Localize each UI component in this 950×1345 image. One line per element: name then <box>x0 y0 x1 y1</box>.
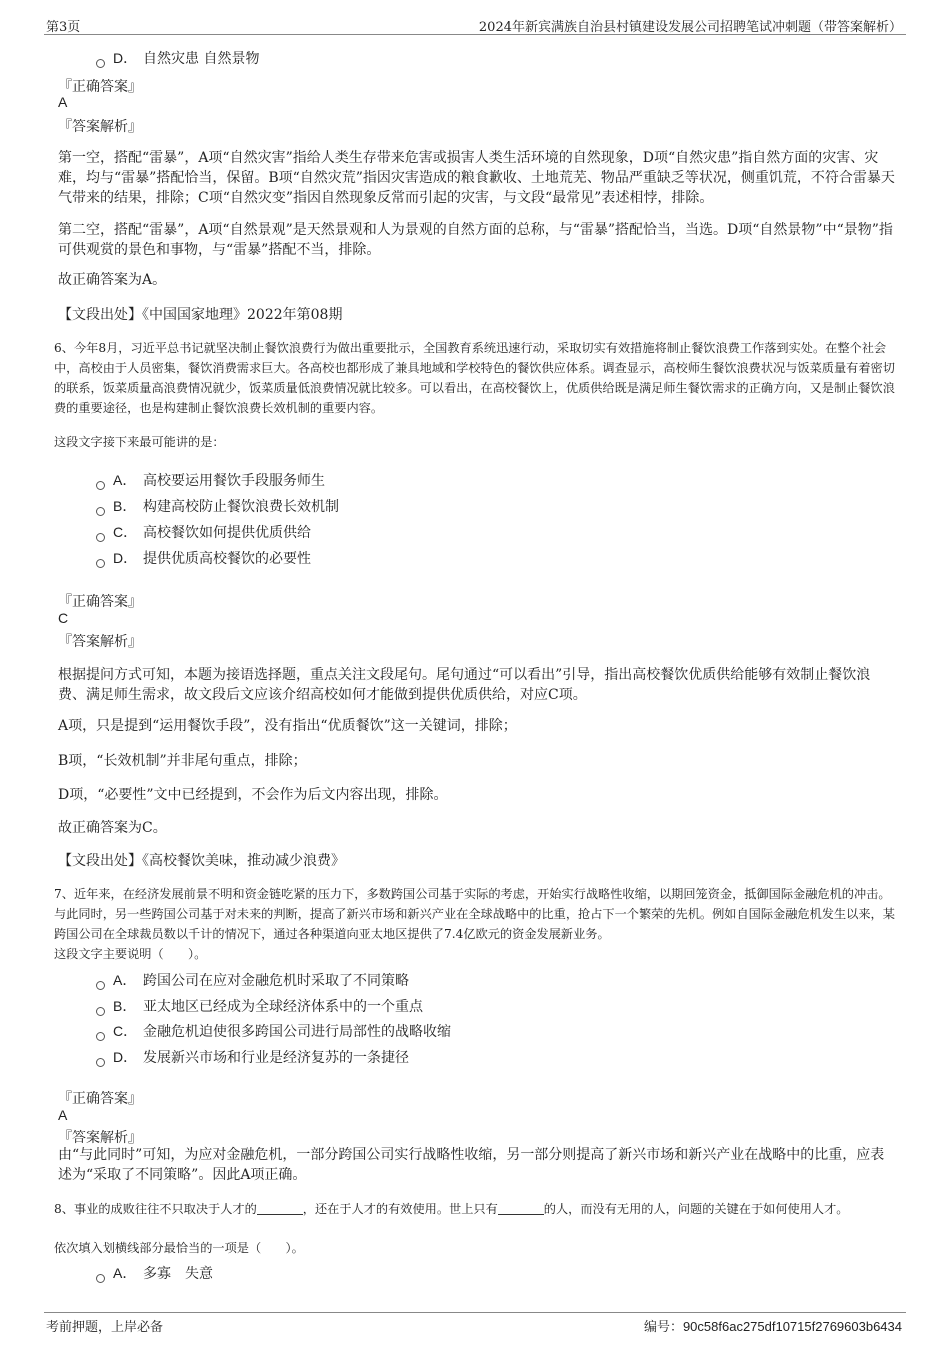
footer-slogan: 考前押题，上岸必备 <box>46 1320 164 1335</box>
fill-blank-1 <box>257 1202 303 1215</box>
q5-analysis-para-2: 第二空，搭配“雷暴”，A项“自然景观”是天然景观和人为景观的自然方面的总称，与“雷暴”搭配恰当，当选。D项“自然景物”中“景物”指可供观赏的景色和事物，与“雷暴”搭配不当，排除。 <box>58 222 893 258</box>
q7-stem: 7、近年来，在经济发展前景不明和资金链吃紧的压力下，多数跨国公司基于实际的考虑，开始实行战略性收缩，以期回笼资金，抵御国际金融危机的冲击。与此同时，另一些跨国公司基于对未来的判断，提高了新兴市场和新兴产业在全球战略中的比重，抢占下一个繁荣的先机。例如自国际金融危机发生以来，某跨国公司在全球裁员数以千计的情况下，通过各种渠道向亚太地区提供了7.4亿欧元的资金发展新业务。 <box>54 887 895 941</box>
q5-analysis-para-1: 第一空，搭配“雷暴”，A项“自然灾害”指给人类生存带来危害或损害人类生活环境的自然现象，D项“自然灾患”指自然方面的灾害、灾难，均与“雷暴”搭配恰当，保留。B项“自然灾荒”指因灾害造成的粮食歉收、土地荒芜、物品严重缺乏等状况，侧重饥荒，不符合雷暴天气带来的结果，排除；C项“自然灾变”指因自然现象反常而引起的灾害，与文段“最常见”表述相悖，排除。 <box>58 150 895 206</box>
q7-answer: A <box>58 1107 68 1123</box>
q7-option-d[interactable]: D． 发展新兴市场和行业是经济复苏的一条捷径 <box>96 1047 409 1067</box>
q7-analysis-label: 『答案解析』 <box>58 1130 142 1146</box>
page-footer <box>44 1312 906 1335</box>
q7-option-a[interactable]: A． 跨国公司在应对金融危机时采取了不同策略 <box>96 970 409 990</box>
fill-blank-2 <box>498 1202 544 1215</box>
q5-source: 【文段出处】《中国国家地理》2022年第08期 <box>58 307 343 323</box>
q7-option-b[interactable]: B． 亚太地区已经成为全球经济体系中的一个重点 <box>96 996 423 1016</box>
q6-question: 这段文字接下来最可能讲的是： <box>54 435 225 449</box>
q6-option-d[interactable]: D． 提供优质高校餐饮的必要性 <box>96 548 311 568</box>
q8-stem: 8、事业的成败往往不只取决于人才的 ，还在于人才的有效使用。世上只有 的人，而没有无用的人，问题的关键在于如何使用人才。 <box>54 1202 849 1216</box>
radio-icon[interactable] <box>96 507 105 516</box>
q6-analysis-label: 『答案解析』 <box>58 634 142 650</box>
q6-analysis-b: B项，“长效机制”并非尾句重点，排除； <box>58 753 307 769</box>
radio-icon[interactable] <box>96 59 105 68</box>
radio-icon[interactable] <box>96 533 105 542</box>
document-code: 编号：90c58f6ac275df10715f2769603b6434 <box>643 1319 902 1335</box>
q6-analysis-a: A项，只是提到“运用餐饮手段”，没有指出“优质餐饮”这一关键词，排除； <box>58 718 517 734</box>
q5-analysis-conclusion: 故正确答案为A。 <box>58 272 167 288</box>
page-number: 第3页 <box>46 20 81 35</box>
q6-answer-label: 『正确答案』 <box>58 594 142 610</box>
radio-icon[interactable] <box>96 1274 105 1283</box>
q5-analysis-label: 『答案解析』 <box>58 119 142 135</box>
q7-analysis: 由“与此同时”可知，为应对金融危机，一部分跨国公司实行战略性收缩，另一部分则提高了新兴市场和新兴产业在战略中的比重，应表述为“采取了不同策略”。因此A项正确。 <box>58 1147 885 1183</box>
q6-analysis-para-1: 根据提问方式可知，本题为接语选择题，重点关注文段尾句。尾句通过“可以看出”引导，指出高校餐饮优质供给能够有效制止餐饮浪费、满足师生需求，故文段后文应该介绍高校如何才能做到提供优质供给，对应C项。 <box>58 667 871 703</box>
q6-stem: 6、今年8月，习近平总书记就坚决制止餐饮浪费行为做出重要批示，全国教育系统迅速行动，采取切实有效措施将制止餐饮浪费工作落到实处。在整个社会中，高校由于人员密集，餐饮消费需求巨大。各高校也都形成了兼具地域和学校特色的餐饮供应体系。调查显示，高校师生餐饮浪费状况与饭菜质量有着密切的联系，饭菜质量高浪费情况就少，饭菜质量低浪费情况就比较多。可以看出，在高校餐饮上，优质供给既是满足师生餐饮需求的正确方向，又是制止餐饮浪费的重要途径，也是构建制止餐饮浪费长效机制的重要内容。 <box>54 341 895 415</box>
q5-answer-label: 『正确答案』 <box>58 79 142 95</box>
q7-question: 这段文字主要说明（ ）。 <box>54 947 207 961</box>
q8-option-a[interactable]: A． 多寡 失意 <box>96 1263 213 1283</box>
q7-answer-label: 『正确答案』 <box>58 1091 142 1107</box>
q6-option-c[interactable]: C． 高校餐饮如何提供优质供给 <box>96 522 311 542</box>
q6-analysis-conclusion: 故正确答案为C。 <box>58 820 167 836</box>
radio-icon[interactable] <box>96 1058 105 1067</box>
q8-question: 依次填入划横线部分最恰当的一项是（ ）。 <box>54 1241 304 1255</box>
q7-option-c[interactable]: C． 金融危机迫使很多跨国公司进行局部性的战略收缩 <box>96 1021 451 1041</box>
q6-answer: C <box>58 610 69 626</box>
radio-icon[interactable] <box>96 559 105 568</box>
q6-source: 【文段出处】《高校餐饮美味，推动减少浪费》 <box>58 853 345 869</box>
q6-option-b[interactable]: B． 构建高校防止餐饮浪费长效机制 <box>96 496 339 516</box>
radio-icon[interactable] <box>96 981 105 990</box>
q6-analysis-d: D项，“必要性”文中已经提到，不会作为后文内容出现，排除。 <box>58 787 448 803</box>
radio-icon[interactable] <box>96 1007 105 1016</box>
radio-icon[interactable] <box>96 481 105 490</box>
radio-icon[interactable] <box>96 1032 105 1041</box>
q5-option-d[interactable]: D． 自然灾患 自然景物 <box>96 48 259 68</box>
page-header <box>44 14 906 35</box>
q5-answer: A <box>58 94 68 110</box>
q6-option-a[interactable]: A． 高校要运用餐饮手段服务师生 <box>96 470 325 490</box>
document-title: 2024年新宾满族自治县村镇建设发展公司招聘笔试冲刺题（带答案解析） <box>478 20 902 35</box>
